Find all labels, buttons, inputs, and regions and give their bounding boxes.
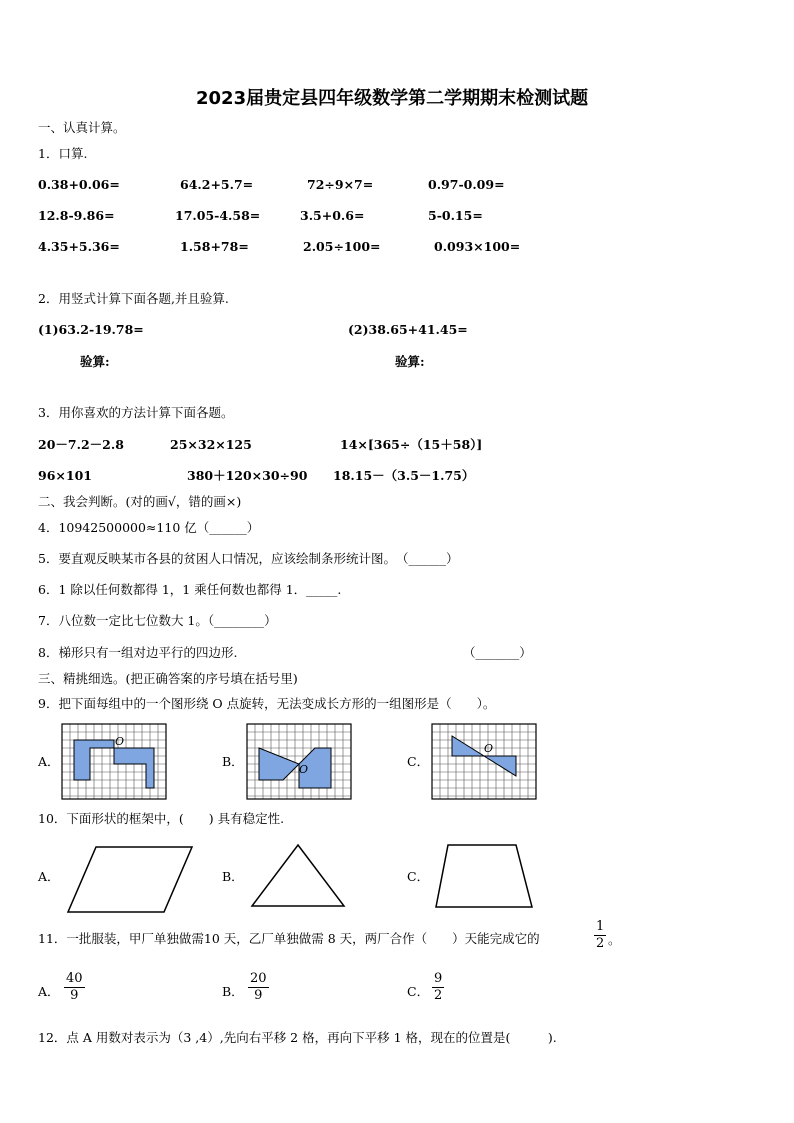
q11-c-den: 2 <box>434 987 443 1003</box>
q1-r3-c1: 4.35+5.36= <box>38 239 120 254</box>
q1-r1-c3: 72÷9×7= <box>307 177 374 192</box>
q2-check-2: 验算: <box>395 354 425 369</box>
q11-end-punct: 。 <box>608 932 621 947</box>
section-heading-3: 三、精挑细选。(把正确答案的序号填在括号里) <box>38 671 298 686</box>
q1-r1-c4: 0.97-0.09= <box>428 177 505 192</box>
q9-grid-figure-a <box>62 724 167 800</box>
q11-option-c-letter: C． <box>407 984 430 999</box>
q9-option-c-letter: C． <box>407 754 430 769</box>
q9-option-a-letter: A． <box>38 754 60 769</box>
question-9-label: 9．把下面每组中的一个图形绕 O 点旋转，无法变成长方形的一组图形是（ ）。 <box>38 696 496 711</box>
section-heading-2: 二、我会判断。(对的画√，错的画×) <box>38 494 242 509</box>
q11-option-b-fraction <box>248 972 269 1002</box>
question-4: 4．10942500000≈110 亿（______） <box>38 520 260 535</box>
q1-r2-c4: 5-0.15= <box>428 208 483 223</box>
q3-r2-c2: 380＋120×30÷90 <box>187 468 308 483</box>
q9-grid-c-lines <box>432 724 536 799</box>
section-heading-1: 一、认真计算。 <box>38 120 126 135</box>
q3-r1-c1: 20－7.2－2.8 <box>38 437 124 452</box>
question-2-label: 2．用竖式计算下面各题,并且验算. <box>38 291 229 306</box>
q11-option-a-fraction <box>64 972 85 1002</box>
question-11-label: 11．一批服装，甲厂单独做需10 天，乙厂单独做需 8 天，两厂合作（ ）天能完成它的 <box>38 931 540 946</box>
q11-b-den: 9 <box>254 987 263 1003</box>
question-7: 7．八位数一定比七位数大 1。（________） <box>38 613 277 628</box>
q11-option-c-fraction <box>432 972 444 1002</box>
question-12-label: 12．点 A 用数对表示为（3 ,4）,先向右平移 2 格，再向下平移 1 格，现在的位置是( ). <box>38 1030 557 1045</box>
q3-r2-c1: 96×101 <box>38 468 92 483</box>
question-8-blank: （_______） <box>463 645 532 660</box>
q10-option-b-letter: B． <box>222 869 244 884</box>
q1-r2-c3: 3.5+0.6= <box>300 208 365 223</box>
q9-c-shape-right <box>484 756 516 776</box>
q2-item-2: (2)38.65+41.45= <box>348 322 468 337</box>
q11-end-frac-den: 2 <box>596 935 605 951</box>
q3-r1-c2: 25×32×125 <box>170 437 252 452</box>
q1-r3-c3: 2.05÷100= <box>303 239 381 254</box>
q1-r1-c1: 0.38+0.06= <box>38 177 120 192</box>
q2-item-1: (1)63.2-19.78= <box>38 322 144 337</box>
q1-r2-c2: 17.05-4.58= <box>175 208 261 223</box>
q9-a-center-label: O <box>115 735 125 748</box>
trapezoid-shape <box>434 843 534 909</box>
q9-c-shape-left <box>452 736 484 756</box>
question-3-label: 3．用你喜欢的方法计算下面各题。 <box>38 405 234 420</box>
question-1-label: 1．口算. <box>38 146 88 161</box>
q1-r3-c4: 0.093×100= <box>434 239 521 254</box>
page-title: 2023届贵定县四年级数学第二学期期末检测试题 <box>196 88 589 109</box>
q3-r1-c3: 14×[365÷（15＋58）] <box>340 437 483 452</box>
question-10-label: 10．下面形状的框架中，( ) 具有稳定性. <box>38 811 285 826</box>
parallelogram-shape <box>66 845 196 915</box>
triangle-shape <box>250 843 346 909</box>
q10-option-a-letter: A． <box>38 869 60 884</box>
q11-option-a-letter: A． <box>38 984 60 999</box>
q9-grid-figure-c <box>432 724 537 800</box>
q10-option-c-letter: C． <box>407 869 430 884</box>
q9-grid-figure-b <box>247 724 352 800</box>
q9-b-center-label: O <box>299 763 309 776</box>
q2-check-1: 验算: <box>80 354 110 369</box>
q1-r2-c1: 12.8-9.86= <box>38 208 115 223</box>
question-5: 5．要直观反映某市各县的贫困人口情况，应该绘制条形统计图。 （______） <box>38 551 459 566</box>
q11-option-b-letter: B． <box>222 984 244 999</box>
question-6: 6．1 除以任何数都得 1，1 乘任何数也都得 1．_____. <box>38 582 342 597</box>
q11-end-fraction <box>594 920 606 950</box>
q1-r1-c2: 64.2+5.7= <box>180 177 254 192</box>
q11-a-den: 9 <box>70 987 79 1003</box>
question-8: 8．梯形只有一组对边平行的四边形. <box>38 645 238 660</box>
q3-r2-c3: 18.15－（3.5－1.75） <box>333 468 475 483</box>
q11-a-num: 40 <box>66 971 83 986</box>
q9-option-b-letter: B． <box>222 754 244 769</box>
q11-end-frac-num: 1 <box>596 919 605 934</box>
q1-r3-c2: 1.58+78= <box>180 239 249 254</box>
q11-c-num: 9 <box>434 971 443 986</box>
q11-b-num: 20 <box>250 971 267 986</box>
q9-c-center-label: O <box>484 742 494 755</box>
